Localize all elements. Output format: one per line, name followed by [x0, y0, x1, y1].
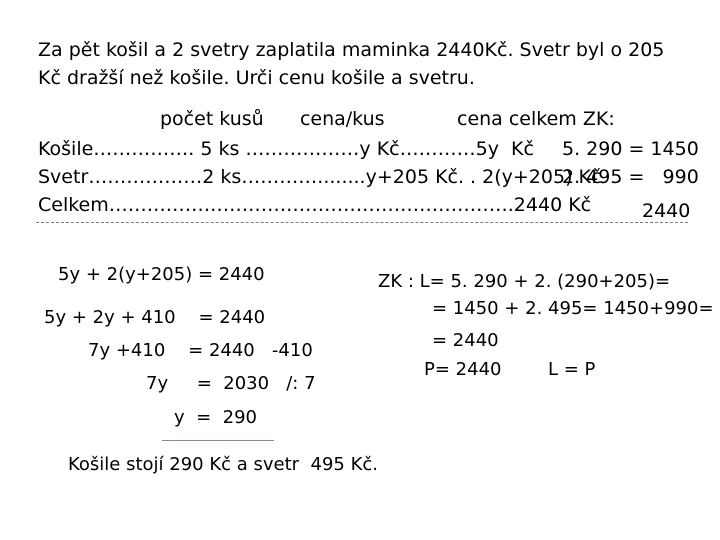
check-line-3: = 2440 [432, 330, 499, 351]
problem-line-1: Za pět košil a 2 svetry zaplatila maminka 2440Kč. Svetr byl o 205 [38, 39, 665, 61]
equation-line-3: 7y +410 = 2440 -410 [88, 340, 313, 361]
equation-line-1: 5y + 2(y+205) = 2440 [58, 264, 265, 285]
zk-kosile: 5. 290 = 1450 [562, 138, 699, 160]
table-row-kosile: Košile……………. 5 ks ………………y Kč…………5y Kč [38, 138, 534, 160]
equation-result: y = 290 [174, 407, 257, 428]
dashed-divider [36, 222, 688, 223]
table-header: počet kusů cena/kus cena celkem ZK: [160, 108, 615, 130]
zk-total: 2440 [642, 200, 691, 222]
problem-line-2: Kč dražší než košile. Urči cenu košile a svetru. [38, 67, 475, 89]
equation-line-2: 5y + 2y + 410 = 2440 [44, 307, 266, 328]
check-conclusion: L = P [548, 359, 596, 380]
table-row-celkem: Celkem……………………………………………………….2440 Kč [38, 194, 592, 216]
check-line-1: ZK : L= 5. 290 + 2. (290+205)= [378, 271, 671, 292]
check-line-2: = 1450 + 2. 495= 1450+990= [432, 298, 714, 319]
equation-line-4: 7y = 2030 /: 7 [146, 373, 316, 394]
check-right-side: P= 2440 [424, 359, 502, 380]
result-underline [162, 440, 274, 441]
answer-sentence: Košile stojí 290 Kč a svetr 495 Kč. [68, 454, 379, 475]
zk-svetr: 2. 495 = 990 [562, 166, 699, 188]
table-row-svetr: Svetr………………2 ks…………........y+205 Kč. . 2(y+205) Kč [38, 166, 602, 188]
